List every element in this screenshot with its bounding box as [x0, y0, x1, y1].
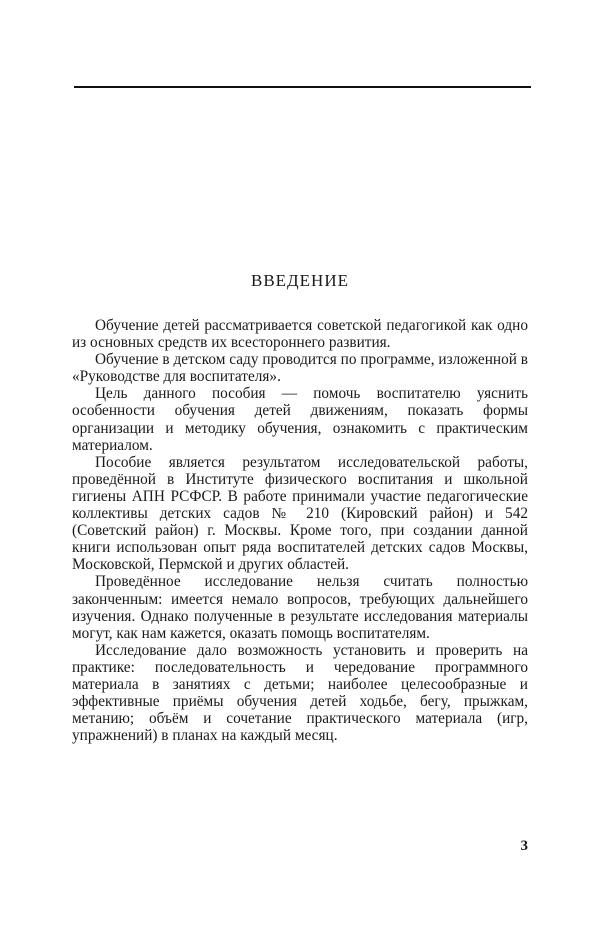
paragraph: Обучение детей рассматривается советской педагогикой как одно из основных средств их всестороннего развития. [72, 317, 528, 352]
body-text [72, 317, 528, 744]
paragraph: Проведённое исследование нельзя считать полностью законченным: имеется немало вопросов, требующих дальнейшего изучения. Однако полученные в результате исследования материалы могут, как нам кажется, оказать помощь воспитателям. [72, 573, 528, 642]
paragraph: Цель данного пособия — помочь воспитателю уяснить особенности обучения детей движениям, показать формы организации и методику обучения, ознакомить с практическим материалом. [72, 385, 528, 454]
page-title: ВВЕДЕНИЕ [251, 271, 349, 290]
paragraph: Исследование дало возможность установить и проверить на практике: последовательность и чередование программного материала в занятиях с детьми; наиболее целесообразные и эффективные приёмы обучения детей ходьбе, бегу, прыжкам, метанию; объём и сочетание практического материала (игр, упражнений) в планах на каждый месяц. [72, 641, 528, 745]
paragraph: Пособие является результатом исследовательской работы, проведённой в Институте физического воспитания и школьной гигиены АПН РСФСР. В работе принимали участие педагогические коллективы детских садов № 210 (Кировский район) и 542 (Советский район) г. Москвы. Кроме того, при создании данной книги использован опыт ряда воспитателей детских садов Москвы, Московской, Пермской и других областей. [72, 453, 528, 574]
top-rule [74, 86, 531, 88]
paragraph: Обучение в детском саду проводится по программе, изложенной в «Руководстве для воспитателя». [72, 351, 528, 386]
page-number: 3 [520, 838, 528, 854]
